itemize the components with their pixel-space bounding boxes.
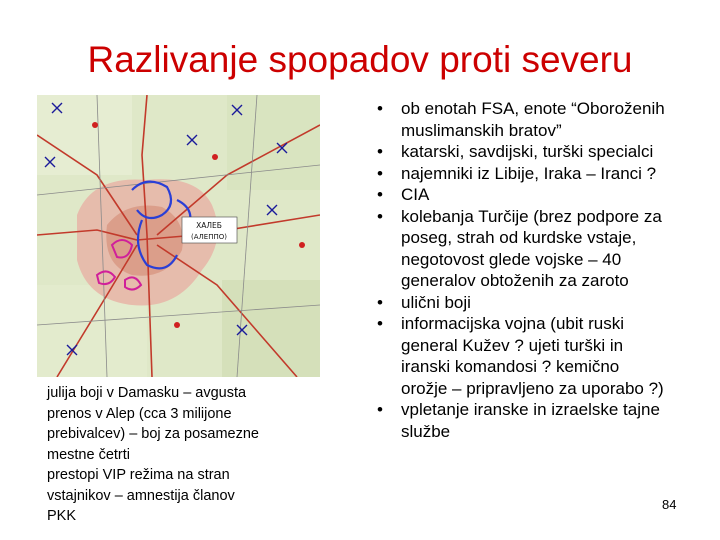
map-city-sublabel: (АЛЕППО) bbox=[191, 233, 227, 241]
bullet-dot-icon: • bbox=[377, 292, 383, 312]
bullet-text-line: generalov obtoženih za zaroto bbox=[401, 271, 629, 290]
aleppo-map-image bbox=[37, 95, 320, 377]
caption-line: mestne četrti bbox=[47, 446, 130, 463]
bullet-text-line: orožje – pripravljeno za uporabo ?) bbox=[401, 378, 664, 398]
bullet-text-line: informacijska vojna (ubit ruski bbox=[401, 314, 624, 333]
slide-title: Razlivanje spopadov proti severu bbox=[87, 39, 633, 80]
bullet-text-line: kolebanja Turčije (brez podpore za bbox=[401, 206, 662, 226]
bullet-item bbox=[376, 292, 716, 314]
bullet-text-line: CIA bbox=[401, 185, 430, 204]
caption-line: PKK bbox=[47, 508, 77, 524]
page-number: 84 bbox=[662, 497, 677, 512]
map-city-label: ХАЛЕБ bbox=[196, 221, 222, 230]
bullet-text-line: vpletanje iranske in izraelske tajne bbox=[401, 400, 660, 419]
bullet-text-line: najemniki iz Libije, Iraka – Iranci ? bbox=[401, 163, 657, 183]
bullet-item bbox=[376, 313, 716, 399]
bullet-item bbox=[376, 98, 716, 141]
bullet-text-line: iranski komandosi ? kemično bbox=[401, 357, 620, 376]
bullet-item bbox=[376, 184, 716, 206]
bullet-item bbox=[376, 141, 716, 163]
bullet-text-line: ob enotah FSA, enote “Oboroženih bbox=[401, 99, 665, 118]
bullet-item bbox=[376, 206, 716, 292]
bullet-dot-icon: • bbox=[377, 185, 383, 204]
caption-line: prenos v Alep (cca 3 milijone bbox=[47, 405, 232, 422]
bullet-text-line: poseg, strah od kurdske vstaje, bbox=[401, 228, 637, 247]
map-caption bbox=[37, 377, 320, 537]
bullet-text-line: negotovost glede vojske – 40 bbox=[401, 249, 622, 269]
bullet-text-line: ulični boji bbox=[401, 292, 471, 312]
bullet-text-line: general Kužev ? ujeti turški in bbox=[401, 335, 624, 355]
caption-line: prestopi VIP režima na stran bbox=[47, 467, 230, 483]
bullet-dot-icon: • bbox=[377, 400, 383, 419]
caption-line: vstajnikov – amnestija članov bbox=[47, 487, 235, 504]
bullet-dot-icon: • bbox=[377, 163, 383, 183]
caption-line: julija boji v Damasku – avgusta bbox=[47, 385, 247, 401]
bullet-text-line: muslimanskih bratov” bbox=[401, 120, 562, 140]
bullet-list bbox=[376, 98, 716, 442]
bullet-dot-icon: • bbox=[377, 142, 383, 161]
bullet-text-line: katarski, savdijski, turški specialci bbox=[401, 142, 654, 161]
bullet-item bbox=[376, 399, 716, 442]
bullet-dot-icon: • bbox=[377, 314, 383, 333]
caption-line: prebivalcev) – boj za posamezne bbox=[47, 426, 259, 442]
bullet-dot-icon: • bbox=[377, 99, 383, 118]
bullet-text-line: službe bbox=[401, 421, 451, 441]
bullet-item bbox=[376, 163, 716, 185]
bullet-dot-icon: • bbox=[377, 206, 383, 226]
